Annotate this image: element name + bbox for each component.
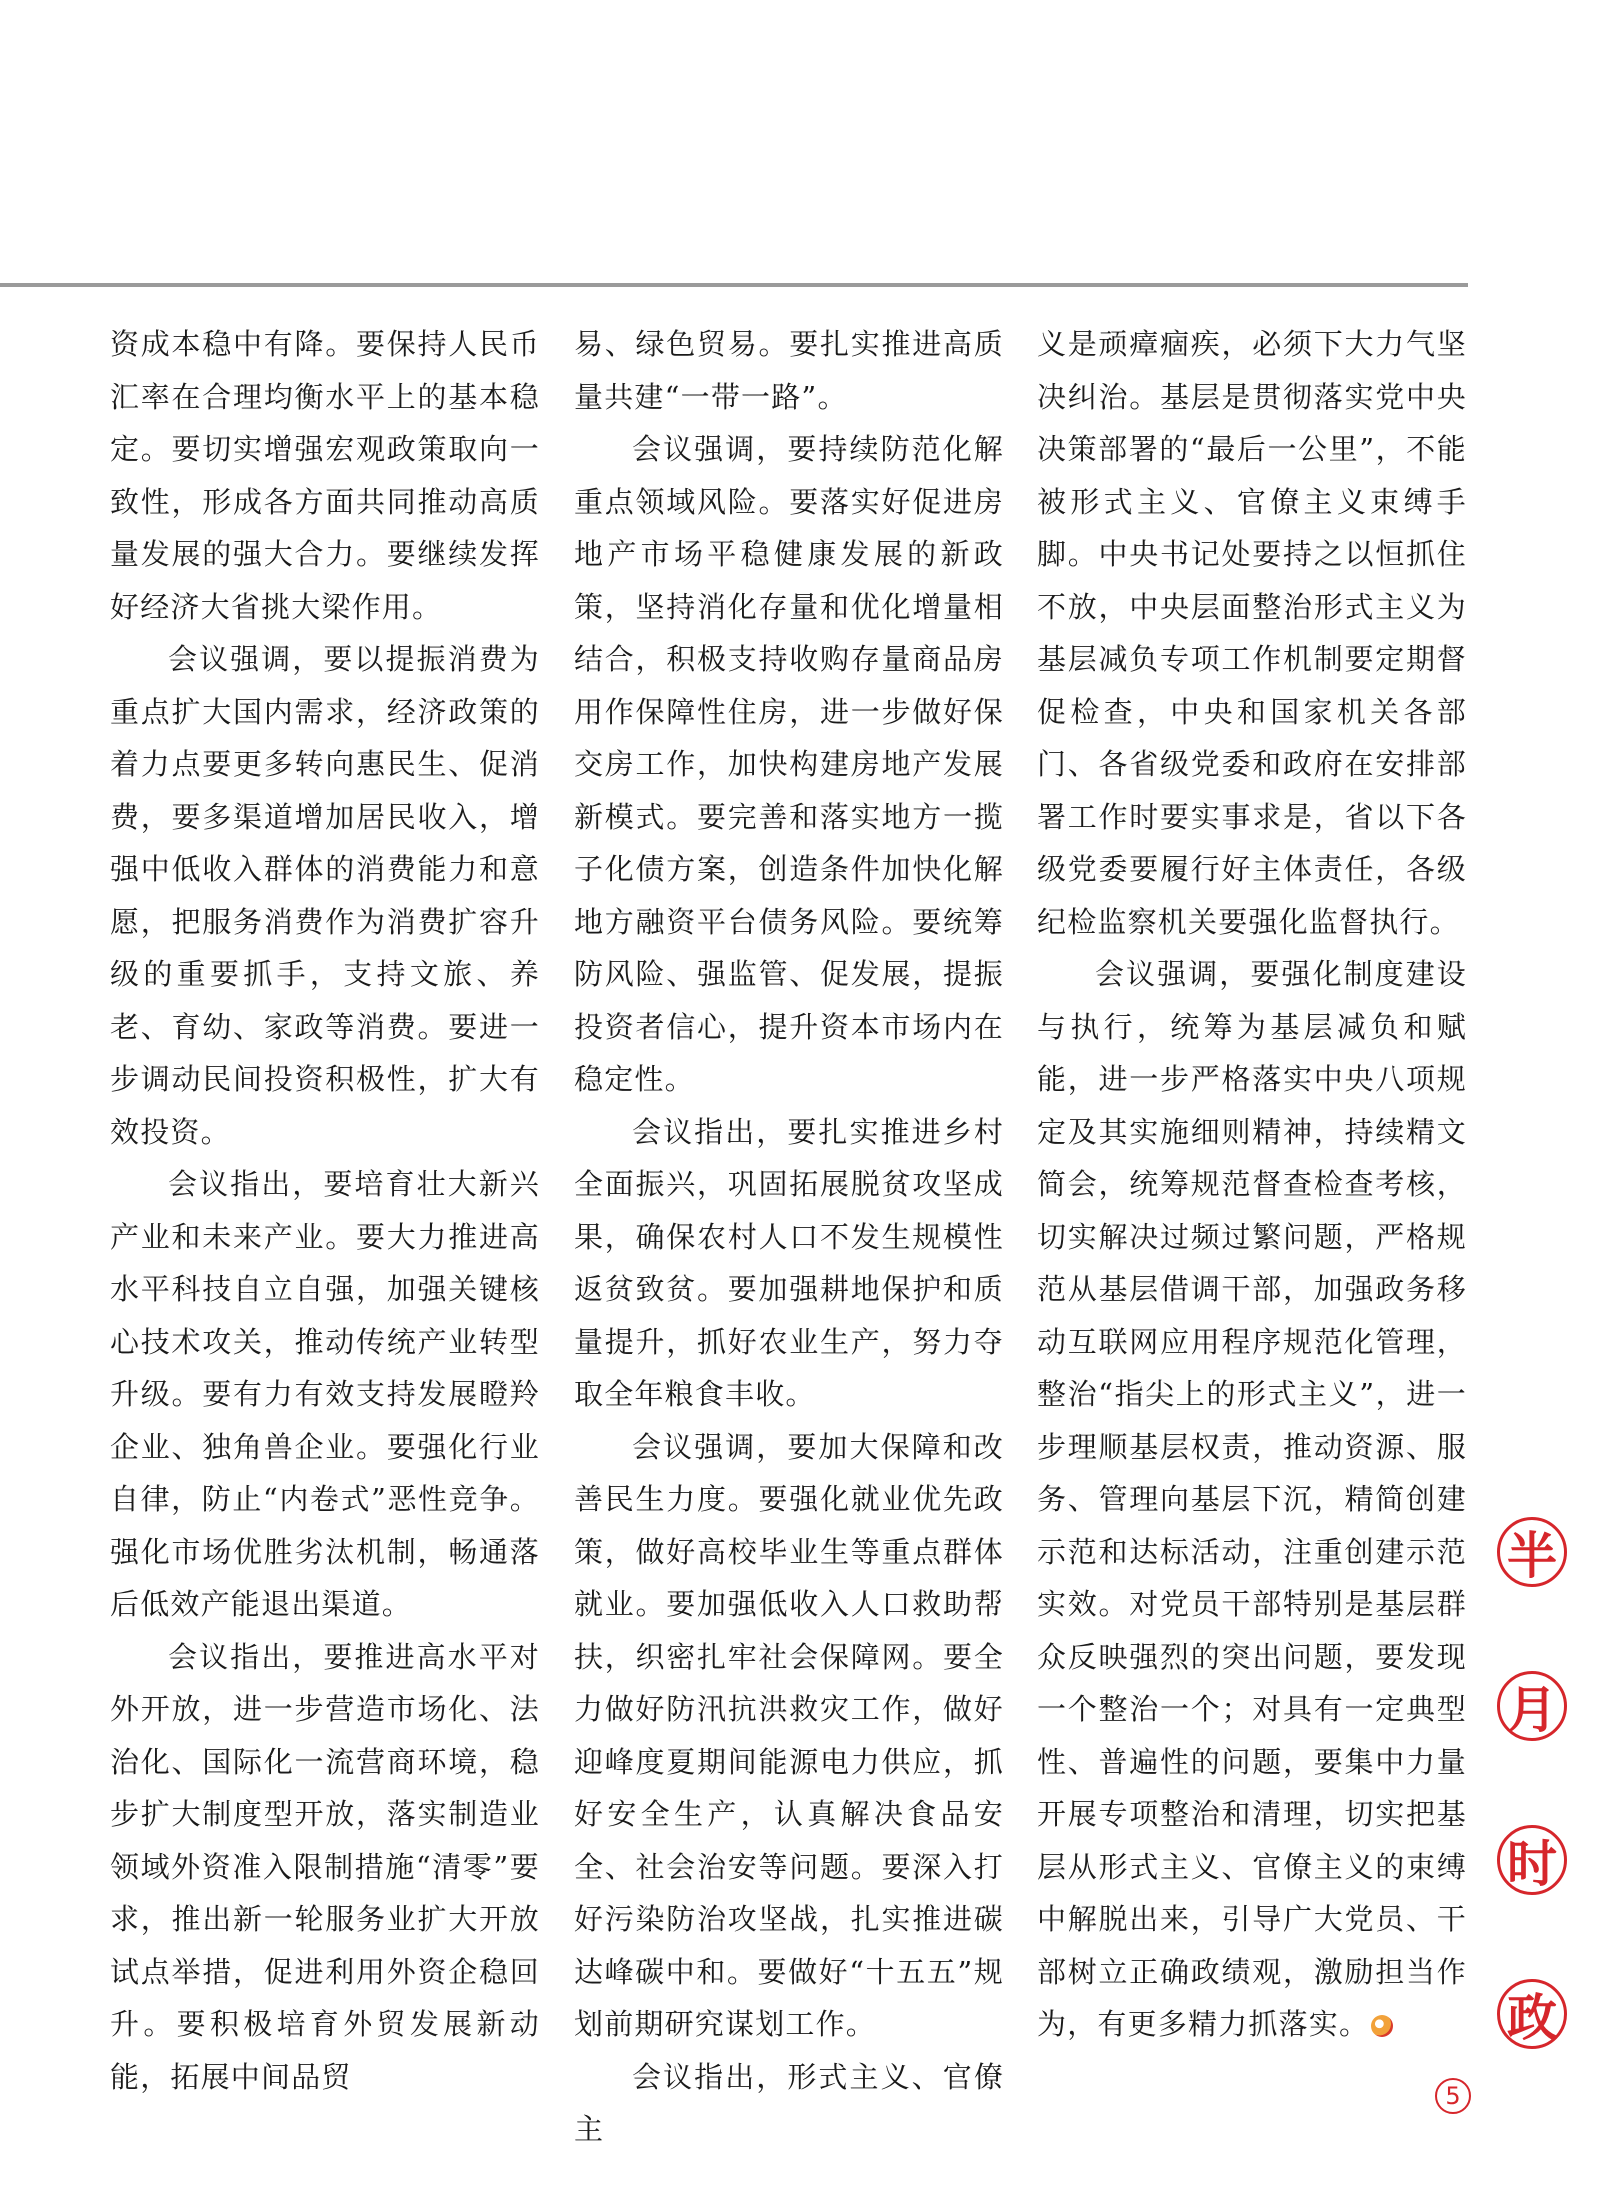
sidebar-char-shi: 时 [1497,1825,1567,1895]
text-column-3 [1037,318,1467,2051]
paragraph: 资成本稳中有降。要保持人民币汇率在合理均衡水平上的基本稳定。要切实增强宏观政策取向一致性，形成各方面共同推动高质量发展的强大合力。要继续发挥好经济大省挑大梁作用。 [110,327,540,624]
paragraph: 会议强调，要加大保障和改善民生力度。要强化就业优先政策，做好高校毕业生等重点群体就业。要加强低收入人口救助帮扶，织密扎牢社会保障网。要全力做好防汛抗洪救灾工作，做好迎峰度夏期间能源电力供应，抓好安全生产，认真解决食品安全、社会治安等问题。要深入打好污染防治攻坚战，扎实推进碳达峰碳中和。要做好“十五五”规划前期研究谋划工作。 [574,1429,1004,2041]
section-sidebar [1497,1517,1573,2133]
paragraph: 会议指出，要培育壮大新兴产业和未来产业。要大力推进高水平科技自立自强，加强关键核心技术攻关，推动传统产业转型升级。要有力有效支持发展瞪羚企业、独角兽企业。要强化行业自律，防止“内卷式”恶性竞争。强化市场优胜劣汰机制，畅通落后低效产能退出渠道。 [110,1167,540,1621]
paragraph-text: 会议强调，要强化制度建设与执行，统筹为基层减负和赋能，进一步严格落实中央八项规定及其实施细则精神，持续精文简会，统筹规范督查检查考核，切实解决过频过繁问题，严格规范从基层借调干部，加强政务移动互联网应用程序规范化管理，整治“指尖上的形式主义”，进一步理顺基层权责，推动资源、服务、管理向基层下沉，精简创建示范和达标活动，注重创建示范实效。对党员干部特别是基层群众反映强烈的突出问题，要发现一个整治一个；对具有一定典型性、普遍性的问题，要集中力量开展专项整治和清理，切实把基层从形式主义、官僚主义的束缚中解脱出来，引导广大党员、干部树立正确政绩观，激励担当作为，有更多精力抓落实。 [1037,957,1467,2041]
paragraph: 易、绿色贸易。要扎实推进高质量共建“一带一路”。 [574,327,1004,414]
sidebar-char-zheng: 政 [1497,1979,1567,2049]
text-column-2 [574,318,1004,2156]
paragraph: 义是顽瘴痼疾，必须下大力气坚决纠治。基层是贯彻落实党中央决策部署的“最后一公里”，不能被形式主义、官僚主义束缚手脚。中央书记处要持之以恒抓住不放，中央层面整治形式主义为基层减负专项工作机制要定期督促检查，中央和国家机关各部门、各省级党委和政府在安排部署工作时要实事求是，省以下各级党委要履行好主体责任，各级纪检监察机关要强化监督执行。 [1037,327,1467,939]
paragraph [1037,948,1467,2051]
end-of-article-icon [1371,2015,1393,2037]
paragraph: 会议指出，形式主义、官僚主 [574,2059,1004,2146]
text-column-1 [110,318,540,2103]
paragraph: 会议指出，要推进高水平对外开放，进一步营造市场化、法治化、国际化一流营商环境，稳步扩大制度型开放，落实制造业领域外资准入限制措施“清零”要求，推出新一轮服务业扩大开放试点举措，促进利用外资企稳回升。要积极培育外贸发展新动能，拓展中间品贸 [110,1639,540,2094]
paragraph: 会议指出，要扎实推进乡村全面振兴，巩固拓展脱贫攻坚成果，确保农村人口不发生规模性返贫致贫。要加强耕地保护和质量提升，抓好农业生产，努力夺取全年粮食丰收。 [574,1114,1004,1411]
paragraph: 会议强调，要以提振消费为重点扩大国内需求，经济政策的着力点要更多转向惠民生、促消费，要多渠道增加居民收入，增强中低收入群体的消费能力和意愿，把服务消费作为消费扩容升级的重要抓手，支持文旅、养老、育幼、家政等消费。要进一步调动民间投资积极性，扩大有效投资。 [110,642,540,1149]
header-rule [0,283,1468,287]
sidebar-char-yue: 月 [1497,1671,1567,1741]
paragraph: 会议强调，要持续防范化解重点领域风险。要落实好促进房地产市场平稳健康发展的新政策，坚持消化存量和优化增量相结合，积极支持收购存量商品房用作保障性住房，进一步做好保交房工作，加快构建房地产发展新模式。要完善和落实地方一揽子化债方案，创造条件加快化解地方融资平台债务风险。要统筹防风险、强监管、促发展，提振投资者信心，提升资本市场内在稳定性。 [574,432,1004,1096]
page-number: 5 [1435,2078,1471,2114]
sidebar-char-ban: 半 [1497,1517,1567,1587]
